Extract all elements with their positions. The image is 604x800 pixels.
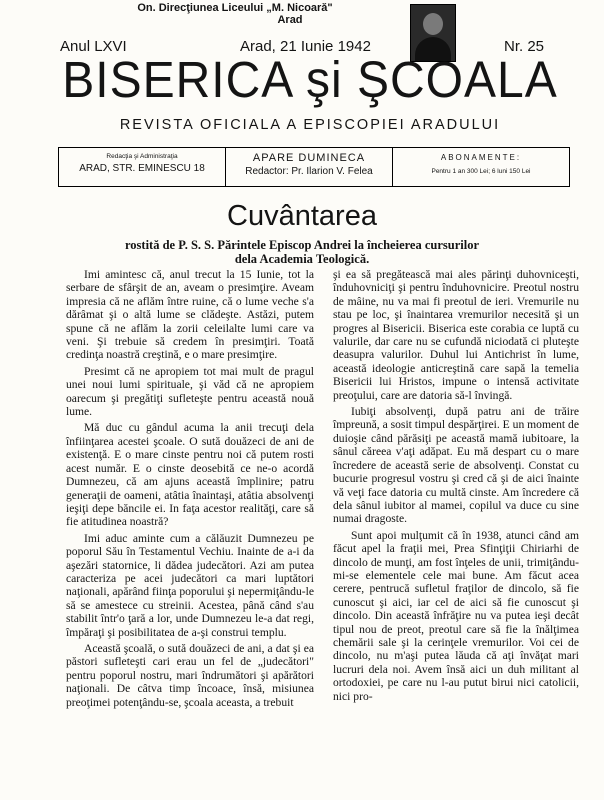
editor-name: Redactor: Pr. Ilarion V. Felea [245,166,373,177]
subscription-cell [393,148,569,186]
stamp-line-2: Arad [277,14,303,26]
subscription-terms: Pentru 1 an 300 Lei; 6 luni 150 Lei [431,168,531,175]
paragraph: Această şcoală, o sută douăzeci de ani, a dat şi ea păstori sufleteşti cari erau un fel de „judecători" pentru poporul nostru, mari îndrumători şi apărători naţionali. De câtva timp încoace, însă, misiunea preoţimei potenţându-se, şcoala aceasta, a trebuit [66,641,314,709]
paragraph: Mă duc cu gândul acuma la anii trecuţi dela înfiinţarea acestei şcoale. O sută douăzeci de ani de existenţă. E o mare cinste pentru noi că putem rosti acest număr. E o cinste deosebită ce ne-o acordă Dumnezeu, că am ajuns această împlinire; patru generaţii de oameni, atâtia înaintaşi, atâtia absolvenţi ieşiţi depe băncile ei. In faţa acestor realităţi, care să fie atitudinea noastră? [66,421,314,529]
masthead-subtitle: REVISTA OFICIALA A EPISCOPIEI ARADULUI [119,117,501,133]
paragraph: Iubiţi absolvenţi, după patru ani de trăire împreună, a sosit timpul despărţirei. E un moment de duioşie când părăsiţi pe această mamă iubitoare, la sânul căreea v'aţi adăpat. Eu mă despart cu o mare încredere de această serie de absolvenţi. Constat cu bucurie progresul vostru şi cred că şi de aici înainte vă veţi face datoria cu multă cinste. Am încredere că dela sânul iubitor al mamei, copilul va duce cu sine numai dragoste. [333,405,579,526]
paragraph: Imi aduc aminte cum a călăuzit Dumnezeu pe poporul Său în Testamentul Vechiu. Inainte de a-i da aşezări statornice, li dădea judecători. Azi am putea caracteriza pe acei judecători ca mari luptători naţionali, apărând fiinţa poporului şi nepermiţându-le să se amestece cu streinii. Acestea, până când s'au stabilit într'o ţară a lor, unde Dumnezeu le-a dat regi, împăraţi şi posibilitatea de a-şi construi templu. [66,531,314,639]
issue-number: Nr. 25 [504,38,545,55]
stamp-line-1: On. Direcţiunea Liceului „M. Nicoară" [137,2,333,14]
article-column-left [66,268,314,712]
publication-info-box [58,147,570,187]
article-subtitle-line-1: rostită de P. S. S. Părintele Episcop Andrei la încheierea cursurilor [124,238,480,252]
article-subtitle-line-2: dela Academia Teologică. [234,252,370,266]
article-subtitle [40,238,564,266]
paragraph: Imi amintesc că, anul trecut la 15 Iunie, tot la serbare de sfârşit de an, aveam o presimţire. Aveam impresia că ne aflăm între ruine, că o lume veche s'a dărâmat şi o altă lume se clădeşte. Astăzi, putem spune că ne aflăm la zorii celeilalte lumi care va veni. Şi trebuie să credem în presimţiri. Toată credinţa noastră creştină, e o mare presimţire. [66,268,314,362]
masthead-title: BISERICA şi ŞCOALA [62,52,558,109]
publication-frequency: APARE DUMINECA [252,152,366,164]
paragraph: Sunt apoi mulţumit că în 1938, atunci când am făcut apel la fraţii mei, Prea Sfinţiţii Chiriarhi de dincolo de munţi, am fost înţeles de unii, trimiţându-mi-se elementele cele mai bune. Am făcut acea cerere, pentrucă sufletul fraţilor de dincolo, să fie cunoscut şi aici, iar cel de aici să fie cunoscut şi dincolo. Din această înfrăţire nu va putea ieşi decât tipul nou de preot, preotul care să fie la înălţimea chemării sale şi la cerinţele vremurilor. Voi cei de dincolo, nu m'aşi putea lăuda că aţi învăţat mari lucruri dela noi. Avem însă aici un duh militant al ortodoxiei, pe care nu l-au putut birui nici catolicii, nici pro- [333,528,579,703]
issue-date: Arad, 21 Iunie 1942 [240,38,371,55]
editorial-address: ARAD, STR. EMINESCU 18 [79,163,205,174]
article-column-right [333,268,579,706]
article-title: Cuvântarea [227,200,377,232]
paragraph: şi ea să pregătească mai ales părinţi duhovniceşti, înduhovniciţi şi pentru înduhovnicire. Preotul nostru de mâine, nu va mai fi preotul de ieri. Vremurile nu stau pe loc, şi înaintarea vremurilor necesită şi un progres al Bisericii. Biserica este corabia ce luptă cu valurile, dar care nu se cufundă niciodată ci pluteşte deasupra valurilor. Duhul lui Antichrist în lume, această ideologie anticreştină care sapă la temelia Bisericii lui Hristos, impune o intensă activitate preoţului, care are datoria să-l învingă. [333,268,579,402]
subscription-label: ABONAMENTE: [440,153,522,162]
frequency-cell [226,148,392,186]
editorial-cell [59,148,225,186]
paragraph: Presimt că ne apropiem tot mai mult de pragul unei noui lumi spirituale, şi văd că ne apropiem oarecum şi pregătiţi sufleteşte pentru această nouă lume. [66,364,314,419]
issue-year: Anul LXVI [60,38,127,55]
editorial-label: Redacţia şi Administraţia [106,153,178,160]
library-stamp [110,2,360,26]
